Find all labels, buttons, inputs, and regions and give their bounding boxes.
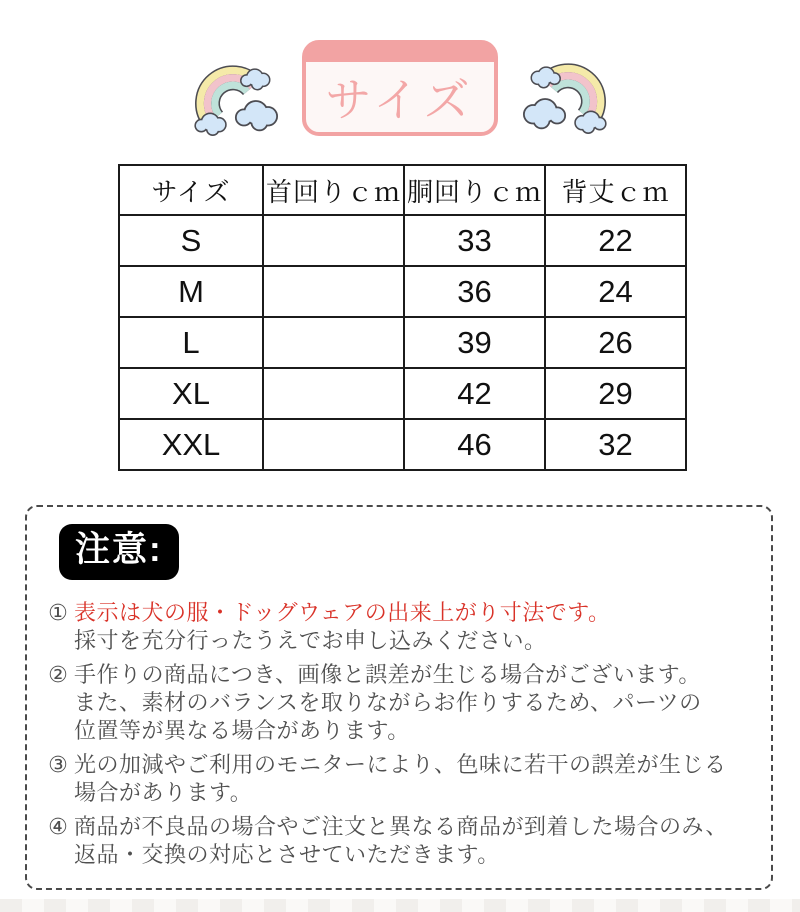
table-row [119,266,686,317]
cell-size: S [119,215,263,266]
notice-item-number: ③ [48,751,68,777]
cell-chest: 46 [404,419,545,470]
cell-back: 24 [545,266,686,317]
size-table-body [119,215,686,470]
cell-size: M [119,266,263,317]
cell-back: 22 [545,215,686,266]
rainbow-clouds-icon [181,47,285,143]
cell-back: 32 [545,419,686,470]
next-section-edge [0,899,800,912]
cell-size: XXL [119,419,263,470]
column-header-neck: 首回りｃｍ [263,165,404,215]
notice-item-text [74,751,753,807]
notice-item [42,661,753,745]
table-row [119,215,686,266]
cell-neck [263,266,404,317]
notice-badge: 注意: [59,524,179,580]
table-row [119,368,686,419]
notice-list [27,599,771,869]
column-header-chest: 胴回りｃｍ [404,165,545,215]
notice-line: 場合があります。 [74,779,253,805]
cell-back: 29 [545,368,686,419]
cell-chest: 36 [404,266,545,317]
header-row [119,165,686,215]
cell-neck [263,215,404,266]
page-title: サイズ [325,73,475,126]
notice-item-text [74,661,753,745]
notice-line: 返品・交換の対応とさせていただきます。 [74,841,500,867]
notice-item-text [74,813,753,869]
cell-back: 26 [545,317,686,368]
notice-item [42,751,753,807]
notice-item-number: ② [48,661,68,687]
notice-item-number: ① [48,599,68,625]
cell-chest: 42 [404,368,545,419]
column-header-back: 背丈ｃｍ [545,165,686,215]
cell-neck [263,368,404,419]
cell-size: XL [119,368,263,419]
cell-neck [263,317,404,368]
title-box-band [305,43,495,62]
cell-chest: 39 [404,317,545,368]
size-table-header [119,165,686,215]
notice-line: また、素材のバランスを取りながらお作りするため、パーツの [74,689,702,715]
notice-item-text [74,599,753,655]
cell-neck [263,419,404,470]
table-row [119,317,686,368]
size-title-box [302,40,498,136]
notice-item-number: ④ [48,813,68,839]
notice-item [42,599,753,655]
notice-line: 光の加減やご利用のモニターにより、色味に若干の誤差が生じる [74,751,727,777]
table-row [119,419,686,470]
notice-item [42,813,753,869]
cell-chest: 33 [404,215,545,266]
rainbow-clouds-icon [516,45,620,141]
notice-line: 表示は犬の服・ドッグウェアの出来上がり寸法です。 [74,599,611,625]
size-table [118,164,687,471]
cell-size: L [119,317,263,368]
notice-line: 商品が不良品の場合やご注文と異なる商品が到着した場合のみ、 [74,813,728,839]
column-header-size: サイズ [119,165,263,215]
notice-line: 採寸を充分行ったうえでお申し込みください。 [74,627,547,653]
notice-line: 手作りの商品につき、画像と誤差が生じる場合がございます。 [74,661,701,687]
notice-line: 位置等が異なる場合があります。 [74,717,410,743]
notice-box [25,505,773,890]
